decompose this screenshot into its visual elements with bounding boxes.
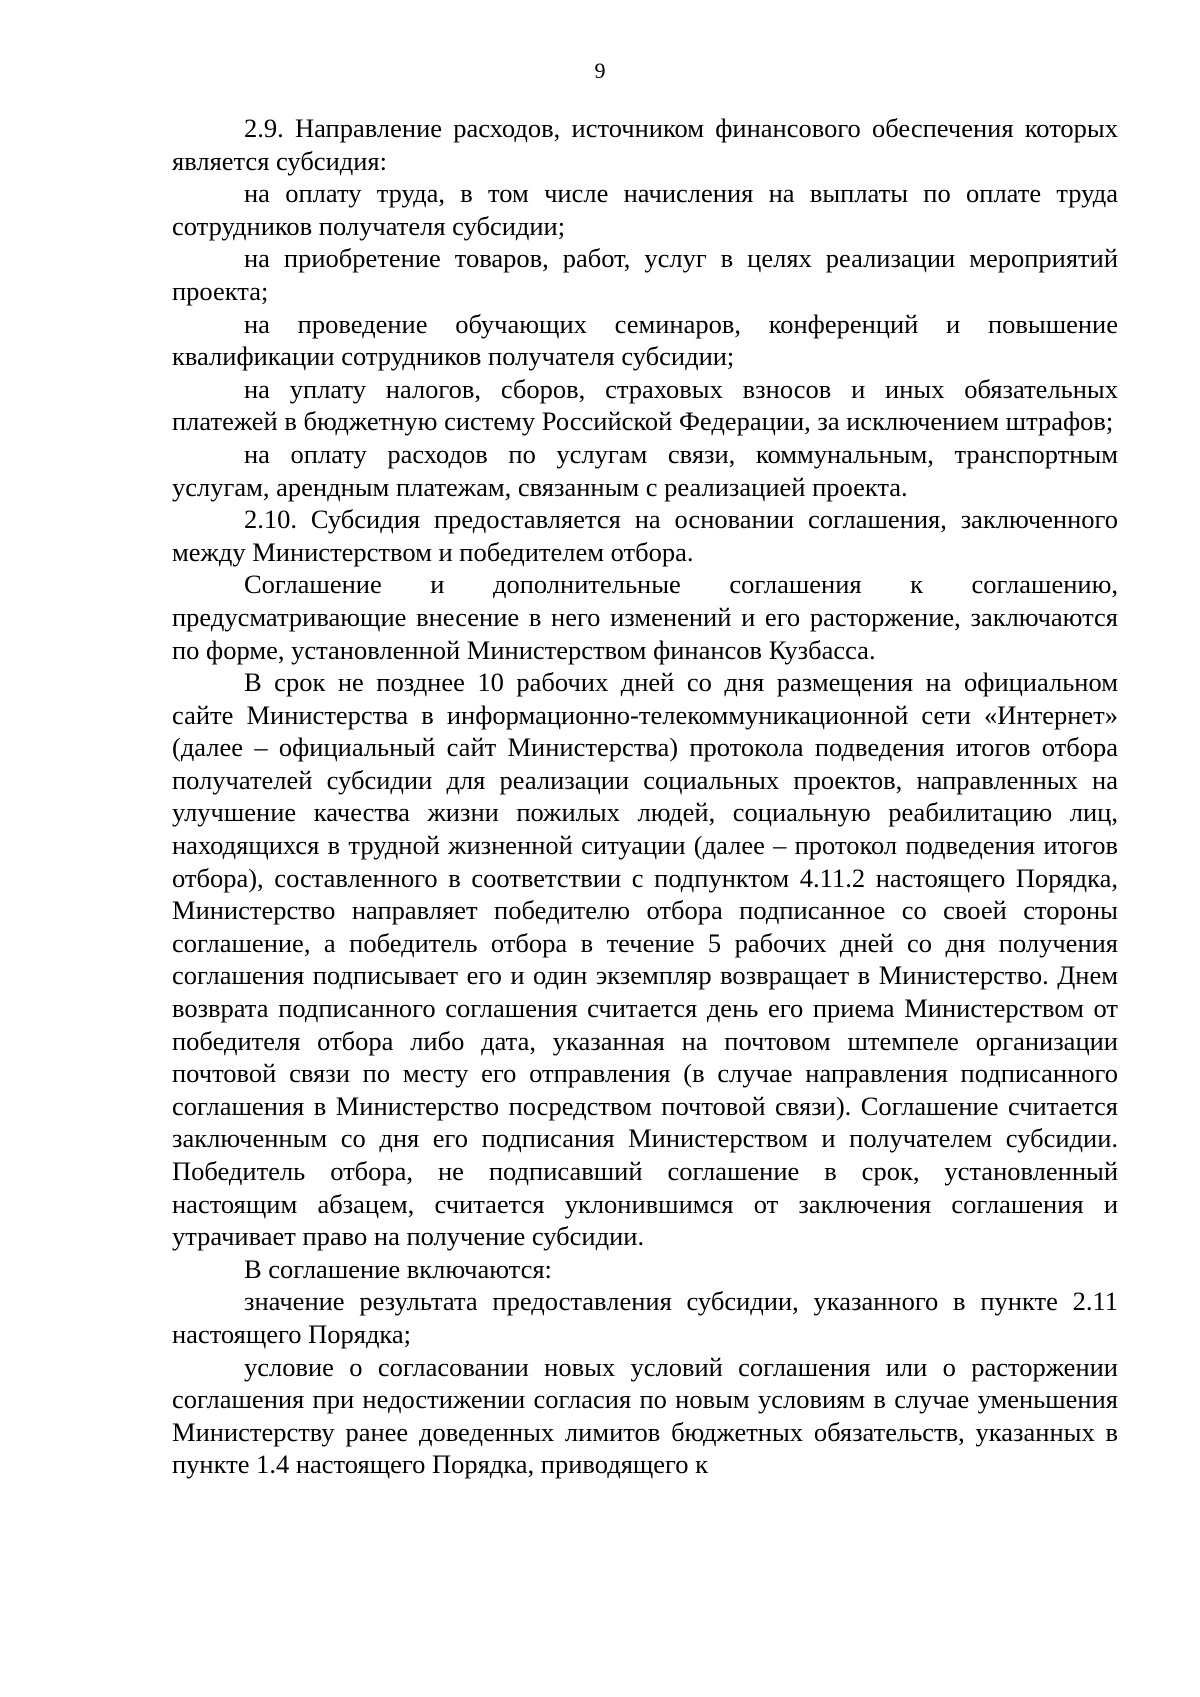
paragraph-labor-costs: на оплату труда, в том числе начисления на выплаты по оплате труда сотрудников получателя субсидии; [172, 178, 1118, 241]
paragraph-training: на проведение обучающих семинаров, конференций и повышение квалификации сотрудников получателя субсидии; [172, 308, 1118, 372]
paragraph-agreement-form: Соглашение и дополнительные соглашения к соглашению, предусматривающие внесение в него изменений и его расторжение, заключаются по форме, установленной Министерством финансов Кузбасса. [172, 569, 1118, 665]
paragraph-result-value: значение результата предоставления субсидии, указанного в пункте 2.11 настоящего Порядка; [172, 1286, 1118, 1349]
paragraph-agreement-deadline: В срок не позднее 10 рабочих дней со дня размещения на официальном сайте Министерства в информационно-телекоммуникационной сети «Интернет» (далее – официальный сайт Министерства) протокола подведения итогов отбора получателей субсидии для реализации социальных проектов, направленных на улучшение качества жизни пожилых людей, социальную реабилитацию лиц, находящихся в трудной жизненной ситуации (далее – протокол подведения итогов отбора), составленного в соответствии с подпунктом 4.11.2 настоящего Порядка, Министерство направляет победителю отбора подписанное со своей стороны соглашение, а победитель отбора в течение 5 рабочих дней со дня получения соглашения подписывает его и один экземпляр возвращает в Министерство. Днем возврата подписанного соглашения считается день его приема Министерством от победителя отбора либо дата, указанная на почтовом штемпеле организации почтовой связи по месту его отправления (в случае направления подписанного соглашения в Министерство посредством почтовой связи). Соглашение считается заключенным со дня его подписания Министерством и получателем субсидии. Победитель отбора, не подписавший соглашение в срок, установленный настоящим абзацем, считается уклонившимся от заключения соглашения и утрачивает право на получение субсидии. [172, 667, 1118, 1252]
paragraph-utilities: на оплату расходов по услугам связи, коммунальным, транспортным услугам, арендным платежам, связанным с реализацией проекта. [172, 438, 1118, 502]
document-body [172, 112, 1118, 1481]
paragraph-goods-purchase: на приобретение товаров, работ, услуг в целях реализации мероприятий проекта; [172, 243, 1118, 306]
paragraph-2-10: 2.10. Субсидия предоставляется на основании соглашения, заключенного между Министерством и победителем отбора. [172, 504, 1118, 567]
paragraph-taxes: на уплату налогов, сборов, страховых взносов и иных обязательных платежей в бюджетную систему Российской Федерации, за исключением штрафов; [172, 373, 1118, 437]
paragraph-new-conditions: условие о согласовании новых условий соглашения или о расторжении соглашения при недостижении согласия по новым условиям в случае уменьшения Министерству ранее доведенных лимитов бюджетных обязательств, указанных в пункте 1.4 настоящего Порядка, приводящего к [172, 1351, 1118, 1480]
paragraph-2-9: 2.9. Направление расходов, источником финансового обеспечения которых является субсидия: [172, 113, 1118, 176]
page-number: 9 [594, 58, 606, 83]
paragraph-agreement-includes: В соглашение включаются: [244, 1253, 552, 1284]
